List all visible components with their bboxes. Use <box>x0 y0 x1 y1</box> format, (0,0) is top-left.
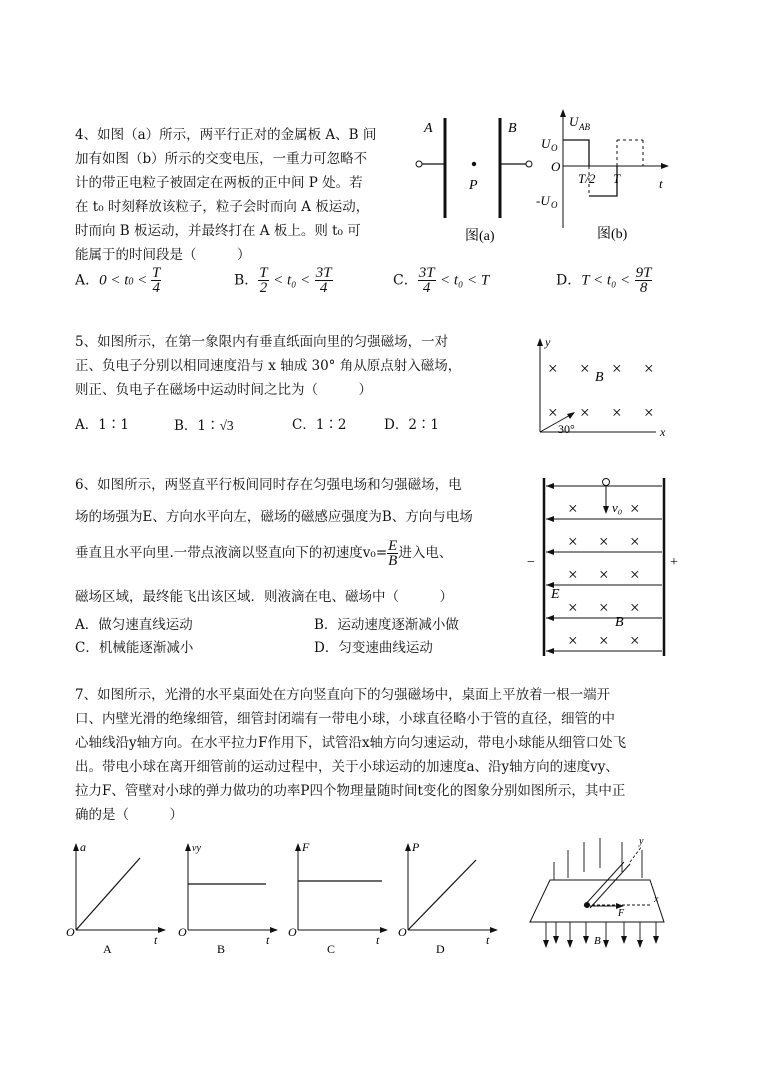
x-arrow-icon <box>661 163 669 169</box>
q4-figure-a <box>410 112 538 244</box>
q4-option-d[interactable]: D．T < t₀ < $\frac{9T}{8}$ <box>556 265 652 296</box>
svg-text:×: × <box>644 403 654 422</box>
terminal-b <box>526 161 532 167</box>
q7-line-1: 7、如图所示，光滑的水平桌面处在方向竖直向下的匀强磁场中，桌面上平放着一根一端开 <box>75 687 611 703</box>
svg-text:×: × <box>568 499 578 518</box>
q7-line-5: 拉力F、管壁对小球的弹力做功的功率P四个物理量随时间t变化的图象分别如图所示，其中正 <box>75 783 626 799</box>
svg-text:×: × <box>630 499 640 518</box>
magnetic-field-crosses <box>568 499 640 650</box>
svg-text:-U: -U <box>536 193 550 208</box>
q7-line-3: 心轴线沿y轴方向。在水平拉力F作用下，试管沿x轴方向匀速运动，带电小球能从细管口处飞 <box>75 735 627 751</box>
fig-b-caption: 图(b) <box>597 227 628 242</box>
svg-text:E: E <box>551 587 560 602</box>
svg-text:O: O <box>551 143 558 153</box>
graph-d[interactable] <box>394 836 504 962</box>
field-arrow-icons <box>543 936 659 948</box>
q4-line-2: 加有如图（b）所示的交变电压，一重力可忽略不 <box>75 151 368 167</box>
svg-text:P: P <box>412 840 420 854</box>
q5-option-c[interactable]: C．1∶2 <box>292 417 347 433</box>
y-arrow-icon <box>537 338 543 346</box>
svg-text:×: × <box>580 359 590 378</box>
svg-text:×: × <box>580 403 590 422</box>
svg-text:x: x <box>654 894 659 905</box>
svg-text:AB: AB <box>579 122 590 132</box>
svg-text:D: D <box>436 942 445 956</box>
graph-a[interactable] <box>62 836 172 962</box>
v0-arrow-icon <box>603 506 609 514</box>
svg-text:+: + <box>670 555 678 570</box>
q4-option-a[interactable]: A．0 < t0 < $\frac{T}{4}$ <box>75 265 161 296</box>
svg-text:×: × <box>599 532 609 551</box>
svg-text:×: × <box>630 532 640 551</box>
svg-text:vy: vy <box>192 843 201 854</box>
svg-text:B: B <box>217 942 226 956</box>
svg-text:T: T <box>613 171 621 186</box>
svg-text:O: O <box>288 925 297 939</box>
svg-text:×: × <box>599 598 609 617</box>
svg-text:×: × <box>568 598 578 617</box>
svg-text:O: O <box>178 925 187 939</box>
svg-text:v₀: v₀ <box>612 500 623 515</box>
particle-p <box>472 162 476 166</box>
y-arrow-icon <box>560 109 566 117</box>
svg-text:×: × <box>599 631 609 650</box>
field-arrows <box>546 483 554 654</box>
svg-text:t: t <box>154 933 158 947</box>
q7-line-6: 确的是（ ） <box>75 807 183 823</box>
velocity-arrow-icon <box>567 412 575 419</box>
svg-text:F: F <box>618 908 625 919</box>
svg-text:F: F <box>302 840 310 854</box>
q4-line-5: 时而向 B 板运动，并最终打在 A 板上。则 t₀ 可 <box>75 223 361 239</box>
q5-option-b[interactable]: B．1∶√3 <box>174 418 234 434</box>
q7-figure <box>524 832 674 956</box>
q6-line-3: 垂直且水平向里.一带点液滴以竖直向下的初速度v₀= $\frac{E}{B}$ 进入电、 <box>75 538 453 569</box>
q6-line-1: 6、如图所示，两竖直平行板间同时存在匀强电场和匀强磁场，电 <box>75 477 462 493</box>
svg-text:−: − <box>527 555 535 570</box>
svg-text:×: × <box>644 359 654 378</box>
svg-text:30°: 30° <box>558 422 575 436</box>
droplet <box>603 479 610 486</box>
svg-text:×: × <box>599 565 609 584</box>
svg-text:B: B <box>595 370 604 385</box>
graph-c[interactable] <box>284 836 394 962</box>
q7-line-2: 口、内壁光滑的绝缘细管，细管封闭端有一带电小球，小球直径略小于管的直径，细管的中 <box>75 711 615 727</box>
svg-text:t: t <box>659 176 663 191</box>
svg-text:t: t <box>376 933 380 947</box>
svg-text:×: × <box>612 359 622 378</box>
plate-b-label: B <box>508 121 517 136</box>
svg-text:U: U <box>569 114 579 129</box>
svg-text:T/2: T/2 <box>578 171 596 186</box>
q5-option-d[interactable]: D．2∶1 <box>384 417 440 433</box>
q4-line-3: 计的带正电粒子被固定在两板的正中间 P 处。若 <box>75 175 363 191</box>
terminal-a <box>416 161 422 167</box>
svg-text:O: O <box>551 159 561 174</box>
q4-line-6: 能属于的时间段是（ ） <box>75 247 251 263</box>
svg-text:a: a <box>80 840 86 854</box>
svg-text:×: × <box>630 565 640 584</box>
svg-text:y: y <box>545 335 551 349</box>
q5-line-3: 则正、负电子在磁场中运动时间之比为（ ） <box>75 382 372 398</box>
svg-text:O: O <box>551 200 558 210</box>
q4-line-4: 在 t₀ 时刻释放该粒子，粒子会时而向 A 板运动， <box>75 199 370 215</box>
svg-text:C: C <box>327 942 336 956</box>
svg-text:×: × <box>548 359 558 378</box>
q6-line-2: 场的场强为E、方向水平向左，磁场的磁感应强度为B、方向与电场 <box>75 509 473 525</box>
graph-b[interactable] <box>174 836 284 962</box>
magnetic-field-crosses <box>548 359 654 422</box>
q5-figure <box>528 334 673 442</box>
svg-text:A: A <box>103 942 112 956</box>
q5-line-1: 5、如图所示，在第一象限内有垂直纸面向里的匀强磁场，一对 <box>75 334 449 350</box>
q6-option-b[interactable]: B．运动速度逐渐减小做 <box>314 617 459 633</box>
svg-text:×: × <box>568 565 578 584</box>
q6-option-d[interactable]: D．匀变速曲线运动 <box>314 640 433 656</box>
q4-line-1: 4、如图（a）所示，两平行正对的金属板 A、B 间 <box>75 127 377 143</box>
svg-text:B: B <box>615 615 624 630</box>
fig-a-caption: 图(a) <box>465 229 495 244</box>
q7-line-4: 出。带电小球在离开细管前的运动过程中，关于小球运动的加速度a、沿y轴方向的速度vy、 <box>75 759 619 775</box>
q5-option-a[interactable]: A．1∶1 <box>75 417 129 433</box>
svg-text:x: x <box>660 425 666 439</box>
svg-text:×: × <box>630 598 640 617</box>
svg-text:O: O <box>66 925 75 939</box>
q4-figure-b <box>535 106 675 244</box>
q6-line-4: 磁场区域，最终能飞出该区域．则液滴在电、磁场中（ ） <box>75 589 453 605</box>
svg-text:×: × <box>568 631 578 650</box>
q6-figure <box>524 474 686 660</box>
svg-text:t: t <box>486 933 490 947</box>
q4-option-b[interactable]: B． $\frac{T}{2}$ < t₀ < $\frac{3T}{4}$ <box>234 265 332 296</box>
svg-text:×: × <box>568 532 578 551</box>
q4-option-c[interactable]: C． $\frac{3T}{4}$ < t₀ < T <box>393 265 490 296</box>
svg-text:×: × <box>612 403 622 422</box>
q5-line-2: 正、负电子分别以相同速度沿与 x 轴成 30° 角从原点射入磁场， <box>75 358 462 374</box>
svg-text:×: × <box>548 403 558 422</box>
svg-text:×: × <box>630 631 640 650</box>
svg-text:y: y <box>639 836 644 847</box>
plate-a-label: A <box>424 121 433 136</box>
point-p-label: P <box>469 178 478 193</box>
svg-text:O: O <box>398 925 407 939</box>
q6-option-c[interactable]: C．机械能逐渐减小 <box>75 640 194 656</box>
svg-text:U: U <box>541 136 551 151</box>
svg-text:B: B <box>594 935 601 947</box>
q6-option-a[interactable]: A．做匀速直线运动 <box>75 617 193 633</box>
svg-text:t: t <box>266 933 270 947</box>
